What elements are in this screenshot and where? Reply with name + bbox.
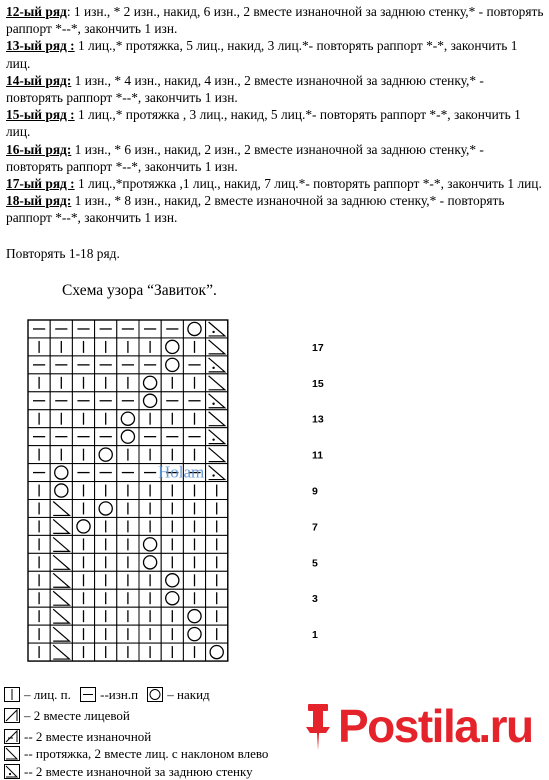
legend-skp xyxy=(4,745,324,763)
knit-symbol xyxy=(117,338,139,356)
row-label: 16-ый ряд: xyxy=(6,142,71,157)
purl-symbol xyxy=(95,428,117,446)
knit-symbol xyxy=(206,517,228,535)
knit-symbol xyxy=(117,589,139,607)
knit-symbol xyxy=(139,446,161,464)
row-text: 1 изн., * 8 изн., накид, 2 вместе изнаночной за заднюю стенку,* - повторять раппорт *--*, закончить 1 изн. xyxy=(6,193,505,225)
knit-symbol xyxy=(28,500,50,518)
purl-symbol xyxy=(183,428,205,446)
knit-symbol xyxy=(139,607,161,625)
purl-symbol xyxy=(117,356,139,374)
knit-symbol xyxy=(139,571,161,589)
knit-symbol xyxy=(183,571,205,589)
knit-symbol xyxy=(183,589,205,607)
knit-symbol xyxy=(183,374,205,392)
knit-symbol xyxy=(28,535,50,553)
p2tog-tbl-symbol xyxy=(206,392,228,410)
knit-symbol xyxy=(161,517,183,535)
legend-k2tog-label: – 2 вместе лицевой xyxy=(24,707,130,725)
knit-symbol xyxy=(72,643,94,661)
row-text: 1 лиц.,* протяжка , 3 лиц., накид, 5 лиц.*- повторять раппорт *-*, закончить 1 лиц. xyxy=(6,107,521,139)
brand-text: Postila.ru xyxy=(338,700,533,752)
knit-symbol xyxy=(206,553,228,571)
knit-symbol xyxy=(117,643,139,661)
knit-symbol xyxy=(95,607,117,625)
knit-symbol xyxy=(95,374,117,392)
skp-symbol xyxy=(50,625,72,643)
knit-symbol xyxy=(95,553,117,571)
skp-symbol xyxy=(50,589,72,607)
knit-symbol xyxy=(206,482,228,500)
p2tog-tbl-symbol xyxy=(206,464,228,482)
pin-logo-icon xyxy=(306,704,330,750)
knit-symbol xyxy=(183,482,205,500)
purl-symbol xyxy=(50,320,72,338)
knit-symbol xyxy=(72,482,94,500)
yarn-over-icon xyxy=(147,687,163,702)
row-text: 1 лиц.,*протяжка ,1 лиц., накид, 7 лиц.*- повторять раппорт *-*, закончить 1 лиц. xyxy=(75,176,542,191)
yarn-over-symbol xyxy=(95,500,117,518)
repeat-instruction: Повторять 1-18 ряд. xyxy=(6,246,120,262)
row-label: 17-ый ряд : xyxy=(6,176,75,191)
knit-symbol xyxy=(95,410,117,428)
yarn-over-symbol xyxy=(50,482,72,500)
purl-symbol xyxy=(72,320,94,338)
purl-symbol xyxy=(72,464,94,482)
yarn-over-symbol xyxy=(95,446,117,464)
knit-symbol xyxy=(95,643,117,661)
knit-symbol xyxy=(139,338,161,356)
knit-symbol xyxy=(28,625,50,643)
knit-symbol xyxy=(117,500,139,518)
knit-symbol xyxy=(72,625,94,643)
row-number: 7 xyxy=(312,521,318,533)
purl-symbol xyxy=(95,320,117,338)
knit-symbol xyxy=(72,535,94,553)
purl-symbol xyxy=(50,356,72,374)
purl-symbol xyxy=(72,356,94,374)
knit-symbol xyxy=(206,607,228,625)
knit-symbol xyxy=(139,625,161,643)
legend-yarn-over xyxy=(147,686,209,704)
knit-symbol xyxy=(28,643,50,661)
legend-p2tog-label: -- 2 вместе изнаночной xyxy=(24,728,151,746)
purl-symbol xyxy=(28,356,50,374)
yarn-over-symbol xyxy=(206,643,228,661)
knit-symbol xyxy=(183,535,205,553)
skp-symbol xyxy=(50,643,72,661)
knit-symbol xyxy=(117,446,139,464)
knit-symbol xyxy=(161,535,183,553)
knit-symbol xyxy=(139,482,161,500)
row-number: 11 xyxy=(312,450,323,462)
purl-symbol xyxy=(50,428,72,446)
knit-symbol xyxy=(183,338,205,356)
knit-symbol xyxy=(95,338,117,356)
knit-symbol xyxy=(117,374,139,392)
legend-k2tog xyxy=(4,707,130,725)
knit-symbol xyxy=(161,482,183,500)
knit-symbol xyxy=(139,589,161,607)
knit-symbol xyxy=(95,589,117,607)
knit-symbol xyxy=(95,571,117,589)
knit-symbol xyxy=(50,410,72,428)
knit-symbol xyxy=(206,625,228,643)
yarn-over-symbol xyxy=(117,428,139,446)
yarn-over-symbol xyxy=(117,410,139,428)
row-number: 17 xyxy=(312,342,324,354)
skp-symbol xyxy=(50,535,72,553)
row-label: 14-ый ряд: xyxy=(6,73,71,88)
row-number: 5 xyxy=(312,557,318,569)
yarn-over-symbol xyxy=(139,535,161,553)
knit-symbol xyxy=(206,500,228,518)
row-text: 1 лиц.,* протяжка, 5 лиц., накид, 3 лиц.*- повторять раппорт *-*, закончить 1 лиц. xyxy=(6,38,517,70)
scheme-title: Схема узора “Завиток”. xyxy=(62,282,217,300)
row-text: : 1 изн., * 2 изн., накид, 6 изн., 2 вместе изнаночной за заднюю стенку,* - повторять раппорт *--*, закончить 1 изн. xyxy=(6,4,544,36)
legend-p2tog-tbl xyxy=(4,763,324,780)
skp-symbol xyxy=(206,338,228,356)
knit-symbol xyxy=(161,374,183,392)
legend-purl-label: --изн.п xyxy=(100,686,138,704)
knit-symbol xyxy=(28,553,50,571)
yarn-over-symbol xyxy=(72,517,94,535)
purl-symbol xyxy=(95,392,117,410)
knit-symbol xyxy=(183,643,205,661)
p2tog-tbl-icon xyxy=(4,764,20,779)
legend-yarn-over-label: – накид xyxy=(167,686,209,704)
knit-symbol xyxy=(28,446,50,464)
knit-symbol xyxy=(72,553,94,571)
knit-symbol xyxy=(206,535,228,553)
legend-knit xyxy=(4,686,71,704)
knit-symbol xyxy=(50,374,72,392)
knit-symbol xyxy=(72,446,94,464)
row-number: 3 xyxy=(312,593,318,605)
skp-symbol xyxy=(50,517,72,535)
row-text: 1 изн., * 4 изн., накид, 4 изн., 2 вместе изнаночной за заднюю стенку,* - повторять раппорт *--*, закончить 1 изн. xyxy=(6,73,484,105)
knit-symbol xyxy=(183,500,205,518)
p2tog-tbl-symbol xyxy=(206,428,228,446)
knit-symbol xyxy=(28,374,50,392)
purl-symbol xyxy=(72,428,94,446)
knit-symbol xyxy=(28,338,50,356)
skp-symbol xyxy=(50,571,72,589)
knit-symbol xyxy=(95,625,117,643)
skp-symbol xyxy=(50,553,72,571)
knit-symbol xyxy=(161,607,183,625)
row-label: 18-ый ряд: xyxy=(6,193,71,208)
knit-symbol xyxy=(161,553,183,571)
purl-symbol xyxy=(28,428,50,446)
knit-symbol xyxy=(117,535,139,553)
skp-symbol xyxy=(206,410,228,428)
knit-symbol xyxy=(72,571,94,589)
knit-symbol xyxy=(50,446,72,464)
purl-symbol xyxy=(161,428,183,446)
knit-symbol xyxy=(95,517,117,535)
knit-symbol xyxy=(139,500,161,518)
skp-symbol xyxy=(206,446,228,464)
row-label: 12-ый ряд xyxy=(6,4,67,19)
knit-symbol xyxy=(28,607,50,625)
purl-symbol xyxy=(95,464,117,482)
row-number: 13 xyxy=(312,414,324,426)
knit-symbol xyxy=(28,410,50,428)
yarn-over-symbol xyxy=(161,338,183,356)
row-number: 1 xyxy=(312,629,318,641)
knit-symbol xyxy=(50,338,72,356)
knit-symbol xyxy=(139,643,161,661)
knit-symbol xyxy=(28,589,50,607)
yarn-over-symbol xyxy=(50,464,72,482)
purl-symbol xyxy=(28,464,50,482)
knit-symbol xyxy=(28,517,50,535)
knit-symbol xyxy=(28,571,50,589)
row-number: 9 xyxy=(312,486,318,498)
postila-logo xyxy=(300,694,545,754)
purl-symbol xyxy=(139,356,161,374)
purl-symbol xyxy=(28,320,50,338)
knit-symbol xyxy=(161,625,183,643)
purl-symbol xyxy=(139,428,161,446)
knit-symbol xyxy=(183,446,205,464)
knit-symbol xyxy=(139,517,161,535)
legend-knit-label: – лиц. п. xyxy=(24,686,71,704)
skp-symbol xyxy=(50,607,72,625)
knit-icon xyxy=(4,687,20,702)
knit-symbol xyxy=(72,374,94,392)
row-label: 13-ый ряд : xyxy=(6,38,75,53)
skp-symbol xyxy=(206,374,228,392)
purl-symbol xyxy=(117,320,139,338)
legend-p2tog xyxy=(4,728,324,746)
knit-symbol xyxy=(95,535,117,553)
purl-symbol xyxy=(183,392,205,410)
purl-icon xyxy=(80,687,96,702)
knit-symbol xyxy=(72,607,94,625)
knit-symbol xyxy=(28,482,50,500)
yarn-over-symbol xyxy=(183,607,205,625)
purl-symbol xyxy=(183,356,205,374)
knit-symbol xyxy=(72,500,94,518)
legend-skp-label: -- протяжка, 2 вместе лиц. с наклоном влево xyxy=(24,745,268,763)
p2tog-tbl-symbol xyxy=(206,356,228,374)
knit-symbol xyxy=(117,625,139,643)
purl-symbol xyxy=(161,320,183,338)
yarn-over-symbol xyxy=(161,571,183,589)
yarn-over-symbol xyxy=(139,553,161,571)
knit-symbol xyxy=(117,482,139,500)
knit-symbol xyxy=(117,607,139,625)
row-number: 15 xyxy=(312,378,324,390)
p2tog-tbl-symbol xyxy=(206,320,228,338)
row-label: 15-ый ряд : xyxy=(6,107,75,122)
watermark: Holam xyxy=(158,463,204,482)
purl-symbol xyxy=(117,392,139,410)
legend-purl xyxy=(80,686,138,704)
knit-symbol xyxy=(183,410,205,428)
yarn-over-symbol xyxy=(161,356,183,374)
purl-symbol xyxy=(117,464,139,482)
legend xyxy=(4,686,324,780)
row-text: 1 изн., * 6 изн., накид, 2 изн., 2 вместе изнаночной за заднюю стенку,* - повторять раппорт *--*, закончить 1 изн. xyxy=(6,142,484,174)
yarn-over-symbol xyxy=(183,320,205,338)
knit-symbol xyxy=(161,643,183,661)
yarn-over-symbol xyxy=(139,374,161,392)
knit-symbol xyxy=(161,500,183,518)
k2tog-icon xyxy=(4,708,20,723)
purl-symbol xyxy=(28,392,50,410)
skp-symbol xyxy=(50,500,72,518)
skp-icon xyxy=(4,746,20,761)
knit-symbol xyxy=(72,589,94,607)
p2tog-icon xyxy=(4,729,20,744)
knit-symbol xyxy=(161,410,183,428)
legend-p2tog-tbl-label: -- 2 вместе изнаночной за заднюю стенку xyxy=(24,763,253,780)
knit-symbol xyxy=(95,482,117,500)
yarn-over-symbol xyxy=(183,625,205,643)
knit-symbol xyxy=(117,517,139,535)
yarn-over-symbol xyxy=(161,589,183,607)
knit-symbol xyxy=(206,571,228,589)
knit-symbol xyxy=(117,571,139,589)
purl-symbol xyxy=(72,392,94,410)
purl-symbol xyxy=(50,392,72,410)
purl-symbol xyxy=(161,392,183,410)
knit-symbol xyxy=(139,410,161,428)
purl-symbol xyxy=(95,356,117,374)
purl-symbol xyxy=(139,320,161,338)
yarn-over-symbol xyxy=(139,392,161,410)
knit-symbol xyxy=(183,517,205,535)
knit-symbol xyxy=(72,410,94,428)
knit-symbol xyxy=(117,553,139,571)
knit-symbol xyxy=(161,446,183,464)
knit-symbol xyxy=(72,338,94,356)
knit-symbol xyxy=(206,589,228,607)
knit-symbol xyxy=(183,553,205,571)
